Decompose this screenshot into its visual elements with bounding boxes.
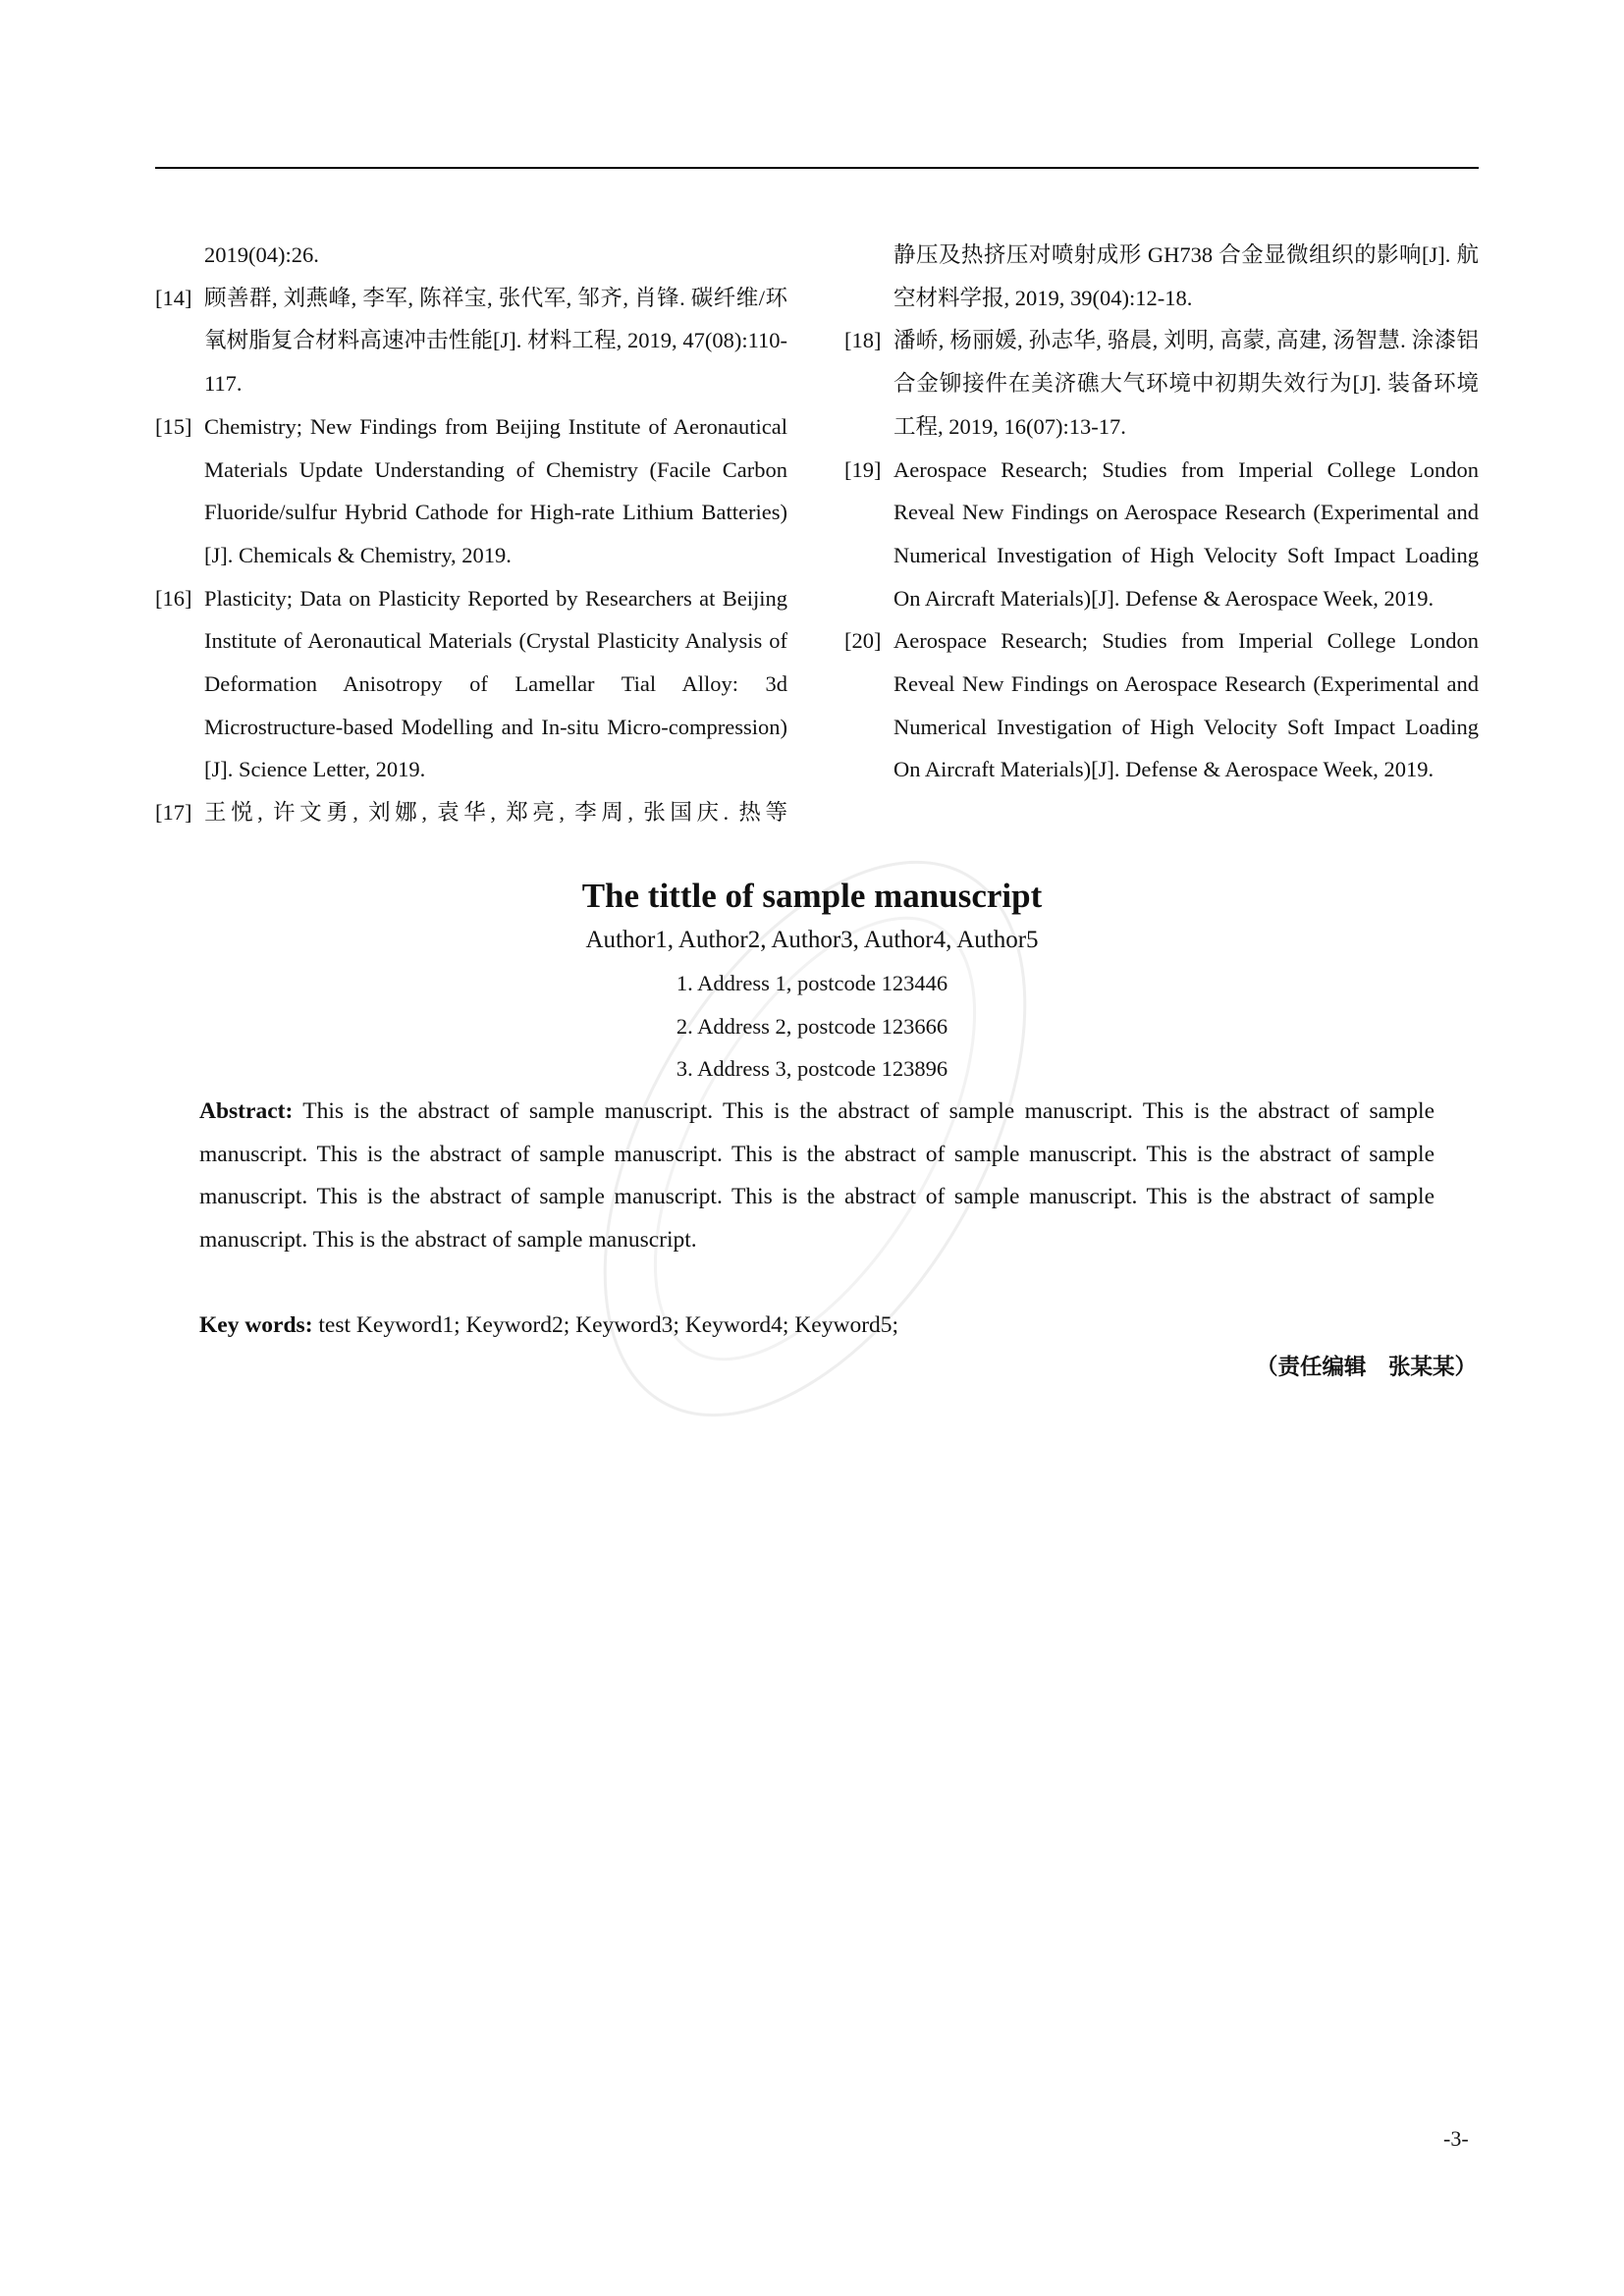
reference-item [155, 791, 787, 834]
reference-number: [15] [155, 413, 192, 439]
reference-continuation: 2019(04):26. [204, 242, 319, 267]
reference-item [155, 577, 787, 792]
reference-number: [14] [155, 285, 192, 310]
manuscript-title: The tittle of sample manuscript [581, 877, 1043, 915]
reference-number: [17] [155, 800, 192, 826]
page-number: -3- [1443, 2126, 1469, 2151]
address-1: 1. Address 1, postcode 123446 [676, 971, 948, 995]
reference-text: 顾善群, 刘燕峰, 李军, 陈祥宝, 张代军, 邹齐, 肖锋. 碳纤维/环氧树脂复合材料高速冲击性能[J]. 材料工程, 2019, 47(08):110-117. [204, 285, 787, 397]
reference-text: Chemistry; New Findings from Beijing Institute of Aeronautical Materials Update Understanding of Chemistry (Facile Carbon Fluoride/sulfur Hybrid Cathode for High-rate Lithium Batteries)[J]. Chemicals & Chemistry, 2019. [204, 413, 787, 567]
keywords-text: test Keyword1; Keyword2; Keyword3; Keyword4; Keyword5; [318, 1312, 899, 1338]
reference-text: Aerospace Research; Studies from Imperial College London Reveal New Findings on Aerospace Research (Experimental and Numerical Investigation of High Velocity Soft Impact Loading On Aircraft Materials)[J]. Defense & Aerospace Week, 2019. [893, 456, 1479, 611]
reference-item [844, 619, 1479, 791]
references-right-column [844, 234, 1479, 791]
abstract-text: This is the abstract of sample manuscript. This is the abstract of sample manuscript. This is the abstract of sample manuscript. This is the abstract of sample manuscript. This is the abstract of sample manuscript. This is the abstract of sample manuscript. This is the abstract of sample manuscript. This is the abstract of sample manuscript. This is the abstract of sample manuscript. This is the abstract of sample manuscript. [199, 1098, 1435, 1254]
reference-item [844, 449, 1479, 620]
reference-item [155, 405, 787, 577]
reference-number: [18] [844, 328, 882, 353]
reference-text: 王悦, 许文勇, 刘娜, 袁华, 郑亮, 李周, 张国庆. 热等 [204, 800, 787, 826]
reference-continuation [844, 234, 1479, 319]
reference-text: 静压及热挤压对喷射成形 GH738 合金显微组织的影响[J]. 航空材料学报, 2019, 39(04):12-18. [893, 242, 1479, 310]
reference-text: 潘峤, 杨丽媛, 孙志华, 骆晨, 刘明, 高蒙, 高建, 汤智慧. 涂漆铝合金铆接件在美济礁大气环境中初期失效行为[J]. 装备环境工程, 2019, 16(07):13-17. [893, 328, 1479, 439]
address-2: 2. Address 2, postcode 123666 [676, 1014, 948, 1039]
abstract [199, 1091, 1435, 1262]
address-3: 3. Address 3, postcode 123896 [676, 1056, 948, 1081]
responsible-editor: （责任编辑 张某某） [1255, 1355, 1477, 1380]
reference-number: [19] [844, 456, 882, 482]
keywords [199, 1305, 898, 1348]
header-rule [155, 167, 1479, 169]
reference-number: [20] [844, 628, 882, 654]
reference-number: [16] [155, 585, 192, 611]
author-list: Author1, Author2, Author3, Author4, Author5 [585, 927, 1039, 953]
reference-text: Plasticity; Data on Plasticity Reported by Researchers at Beijing Institute of Aeronautical Materials (Crystal Plasticity Analysis of Deformation Anisotropy of Lamellar Tial Alloy: 3d Microstructure-based Modelling and In-situ Micro-compression)[J]. Science Letter, 2019. [204, 585, 787, 782]
reference-text: Aerospace Research; Studies from Imperial College London Reveal New Findings on Aerospace Research (Experimental and Numerical Investigation of High Velocity Soft Impact Loading On Aircraft Materials)[J]. Defense & Aerospace Week, 2019. [893, 628, 1479, 782]
references-left-column [155, 234, 787, 834]
keywords-label: Key words: [199, 1312, 313, 1338]
reference-item [844, 319, 1479, 448]
abstract-label: Abstract: [199, 1098, 294, 1124]
reference-item [155, 277, 787, 405]
